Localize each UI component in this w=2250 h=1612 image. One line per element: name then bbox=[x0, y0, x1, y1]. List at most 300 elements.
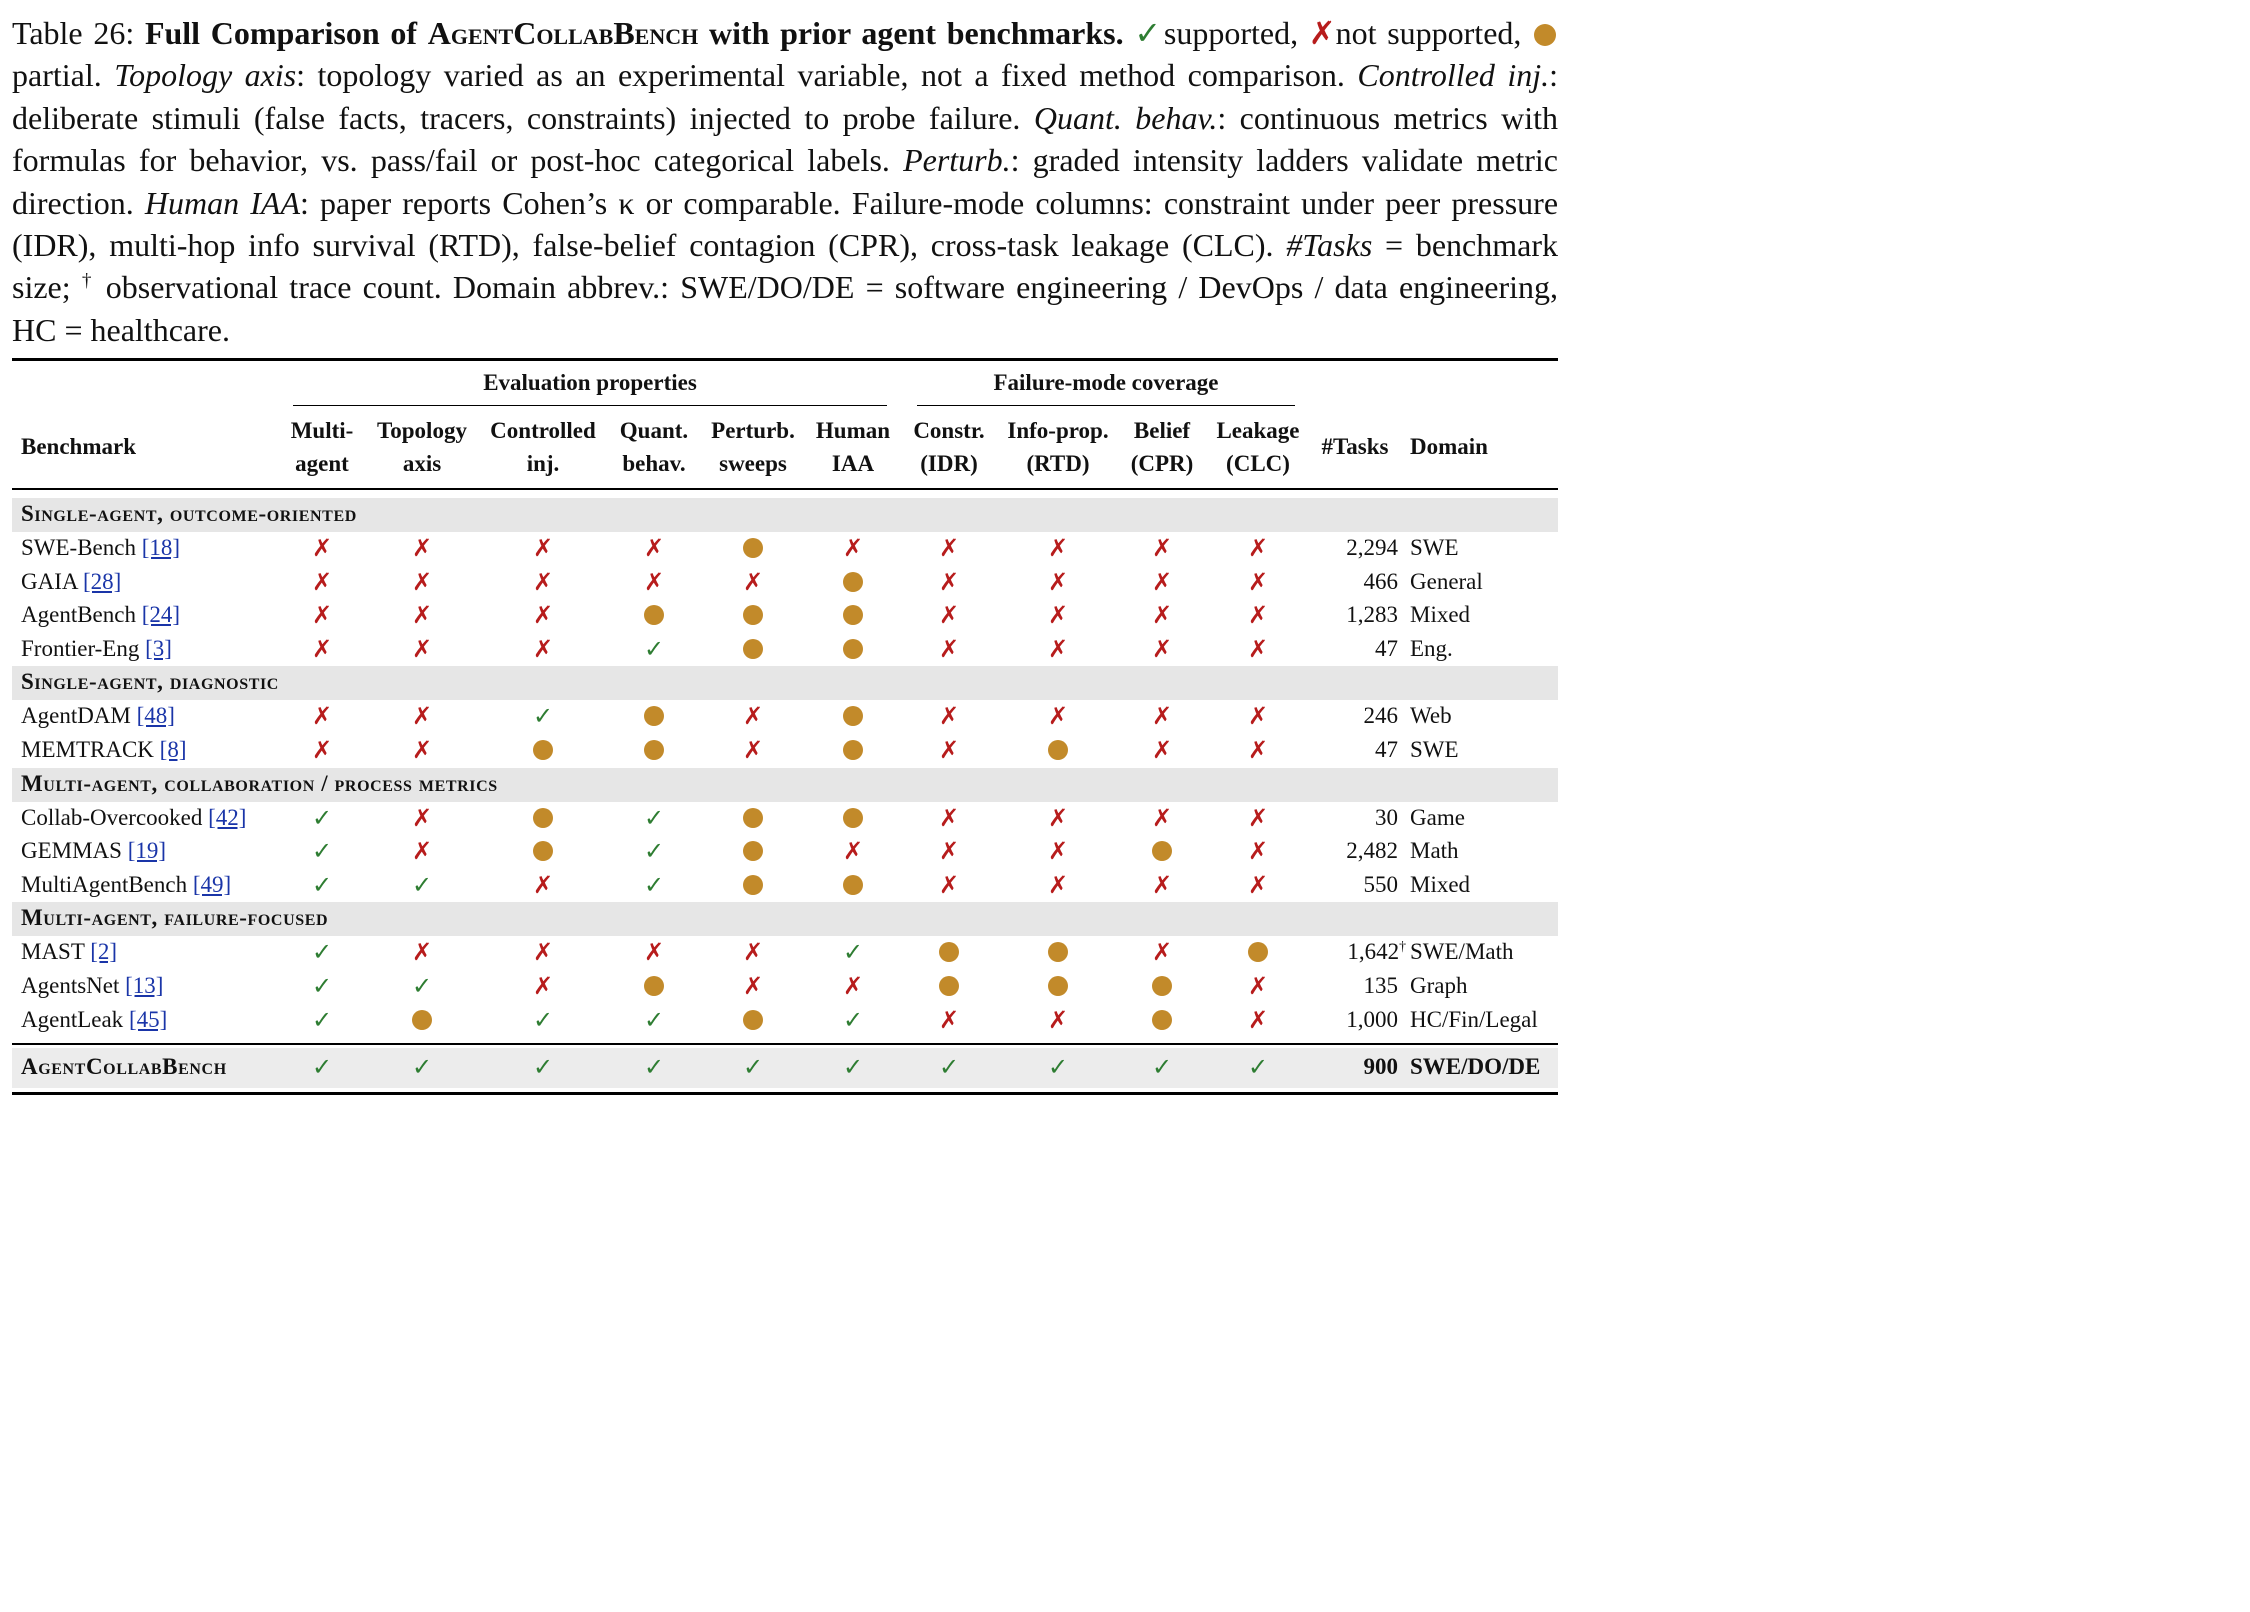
perturb-def: : graded intensity ladders validate metric direction. bbox=[12, 142, 1558, 221]
partial-mark bbox=[1038, 736, 1078, 767]
domain-def: Domain abbrev.: SWE/DO/DE = software engineering / DevOps / data engineering, HC = healthcare. bbox=[12, 269, 1559, 348]
row-domain: SWE bbox=[1410, 737, 1459, 762]
citation-link[interactable]: [3] bbox=[145, 635, 172, 661]
partial-dot-icon bbox=[1048, 740, 1068, 760]
cross-icon: ✗ bbox=[311, 536, 333, 562]
check-icon: ✓ bbox=[311, 940, 333, 967]
check-icon: ✓ bbox=[1151, 1055, 1173, 1082]
cross-icon: ✗ bbox=[1151, 940, 1173, 967]
topology-def: : topology varied as an experimental variable, not a fixed method comparison. bbox=[296, 57, 1345, 94]
tasks-value: 30 bbox=[1375, 804, 1398, 830]
cross-icon: ✗ bbox=[1308, 15, 1336, 51]
partial-mark bbox=[833, 804, 873, 835]
tasks-value: 2,482 bbox=[1346, 838, 1398, 864]
tasks-value: 466 bbox=[1363, 568, 1398, 594]
header-col-4-line-0: Perturb. bbox=[711, 418, 795, 443]
header-tasks: #Tasks bbox=[1321, 434, 1389, 459]
partial-mark bbox=[1142, 1006, 1182, 1037]
row-benchmark-name bbox=[21, 569, 121, 595]
cross-icon: ✗ bbox=[938, 738, 960, 764]
header-col-7 bbox=[992, 414, 1124, 480]
partial-dot-icon bbox=[843, 706, 863, 726]
check-icon: ✓ bbox=[1134, 15, 1164, 51]
cross-icon: ✗ bbox=[938, 1007, 960, 1034]
partial-dot-icon bbox=[939, 976, 959, 996]
partial-mark bbox=[833, 736, 873, 767]
check-icon: ✓ bbox=[938, 1055, 960, 1082]
cross-icon: ✗ bbox=[1151, 569, 1173, 596]
check-icon: ✓ bbox=[643, 1055, 665, 1082]
cross-icon: ✗ bbox=[1047, 569, 1069, 596]
iaa-def: : paper reports Cohen’s κ or comparable. bbox=[300, 184, 841, 221]
partial-mark bbox=[833, 601, 873, 632]
header-col-5-line-1: IAA bbox=[831, 451, 875, 476]
ours-benchmark-name: AgentCollabBench bbox=[21, 1054, 227, 1080]
header-bottom-rule bbox=[12, 488, 1558, 490]
partial-mark bbox=[1038, 938, 1078, 969]
row-benchmark-name bbox=[21, 535, 180, 561]
iaa-term: Human IAA bbox=[144, 184, 301, 221]
partial-dot-icon bbox=[644, 706, 664, 726]
check-icon: ✓ bbox=[311, 1055, 333, 1082]
partial-mark bbox=[1038, 972, 1078, 1003]
cross-icon: ✗ bbox=[1247, 974, 1269, 1000]
benchmark-name: SWE-Bench bbox=[21, 535, 142, 560]
ours-tasks: 900 bbox=[1363, 1054, 1398, 1080]
cross-icon: ✗ bbox=[532, 872, 554, 899]
row-domain: Mixed bbox=[1410, 871, 1471, 897]
check-icon: ✓ bbox=[643, 636, 665, 663]
partial-mark bbox=[833, 635, 873, 666]
partial-dot-icon bbox=[412, 1010, 432, 1030]
header-col-5-line-0: Human bbox=[815, 418, 891, 443]
cross-icon: ✗ bbox=[1151, 738, 1173, 764]
row-benchmark-name bbox=[21, 939, 117, 965]
row-domain: SWE/Math bbox=[1410, 939, 1514, 965]
row-tasks bbox=[1326, 939, 1406, 965]
partial-mark bbox=[1238, 938, 1278, 969]
partial-dot-icon bbox=[1152, 976, 1172, 996]
partial-dot-icon bbox=[843, 808, 863, 828]
partial-dot-icon bbox=[843, 572, 863, 592]
benchmark-name: GAIA bbox=[21, 568, 83, 594]
cross-icon: ✗ bbox=[411, 603, 433, 630]
cross-icon: ✗ bbox=[742, 704, 764, 731]
cross-icon: ✗ bbox=[643, 569, 665, 596]
row-domain: Eng. bbox=[1410, 635, 1453, 661]
header-col-3-line-1: behav. bbox=[622, 451, 686, 476]
header-col-4-line-1: sweeps bbox=[719, 451, 787, 476]
partial-mark bbox=[833, 702, 873, 733]
tasks-term: #Tasks bbox=[1286, 227, 1373, 264]
section-header bbox=[12, 666, 1558, 700]
row-tasks bbox=[1318, 602, 1398, 628]
citation-link[interactable]: [8] bbox=[159, 737, 187, 762]
section-title: Single-agent, diagnostic bbox=[21, 669, 279, 695]
row-tasks bbox=[1318, 703, 1398, 729]
check-icon: ✓ bbox=[842, 1055, 864, 1082]
cross-icon: ✗ bbox=[1247, 805, 1269, 832]
caption-title: Full Comparison of AgentCollabBench with prior agent benchmarks. bbox=[144, 15, 1124, 51]
cross-icon: ✗ bbox=[311, 603, 333, 630]
cross-icon: ✗ bbox=[1047, 636, 1069, 663]
row-benchmark-name bbox=[21, 973, 163, 999]
header-col-1 bbox=[364, 414, 480, 480]
tasks-value: 47 bbox=[1375, 737, 1398, 762]
group-eval-properties: Evaluation properties bbox=[483, 370, 697, 395]
controlled-def: : deliberate stimuli (false facts, tracers, constraints) injected to probe failure. bbox=[12, 57, 1559, 136]
cross-icon: ✗ bbox=[1247, 636, 1269, 663]
row-benchmark-name bbox=[21, 872, 231, 898]
cross-icon: ✗ bbox=[1247, 872, 1269, 899]
dagger-def: observational trace count. bbox=[105, 269, 442, 306]
section-title: Multi-agent, collaboration / process metrics bbox=[21, 770, 498, 796]
partial-dot-icon bbox=[1048, 976, 1068, 996]
partial-mark bbox=[634, 702, 674, 733]
partial-mark bbox=[634, 736, 674, 767]
cross-icon: ✗ bbox=[938, 839, 960, 866]
partial-mark bbox=[733, 1006, 773, 1037]
check-icon: ✓ bbox=[842, 940, 864, 967]
partial-dot-icon bbox=[644, 605, 664, 625]
controlled-term: Controlled inj. bbox=[1357, 57, 1550, 94]
partial-dot-icon bbox=[1048, 942, 1068, 962]
header-col-6-line-0: Constr. bbox=[913, 418, 985, 443]
section-title: Single-agent, outcome-oriented bbox=[21, 501, 357, 526]
partial-mark bbox=[402, 1006, 442, 1037]
header-col-2-line-0: Controlled bbox=[490, 418, 596, 443]
cross-icon: ✗ bbox=[311, 636, 333, 663]
cross-icon: ✗ bbox=[938, 603, 960, 630]
partial-mark bbox=[634, 972, 674, 1003]
tasks-def: = benchmark size; bbox=[12, 227, 1559, 306]
cross-icon: ✗ bbox=[742, 569, 764, 596]
partial-dot-icon bbox=[743, 605, 763, 625]
cross-icon: ✗ bbox=[1047, 872, 1069, 899]
partial-mark bbox=[733, 804, 773, 835]
cross-icon: ✗ bbox=[532, 974, 554, 1000]
row-tasks bbox=[1318, 973, 1398, 999]
section-title: Multi-agent, failure-focused bbox=[21, 905, 329, 931]
tasks-value: 1,000 bbox=[1346, 1006, 1398, 1032]
row-tasks bbox=[1318, 872, 1398, 898]
partial-mark bbox=[1142, 837, 1182, 868]
citation-link[interactable]: [24] bbox=[141, 602, 181, 628]
row-tasks bbox=[1318, 805, 1398, 831]
benchmark-name: AgentBench bbox=[21, 602, 142, 628]
citation-link[interactable]: [48] bbox=[136, 703, 175, 729]
check-icon: ✓ bbox=[532, 1007, 554, 1034]
row-benchmark-name bbox=[21, 602, 180, 628]
cross-icon: ✗ bbox=[411, 536, 433, 562]
cross-icon: ✗ bbox=[532, 636, 554, 663]
row-domain: Game bbox=[1410, 804, 1465, 830]
header-col-7-line-1: (RTD) bbox=[1026, 451, 1090, 476]
cross-icon: ✗ bbox=[411, 569, 433, 596]
cross-icon: ✗ bbox=[411, 738, 433, 764]
benchmark-name: MultiAgentBench bbox=[21, 871, 193, 897]
partial-mark bbox=[733, 635, 773, 666]
cross-icon: ✗ bbox=[1047, 1007, 1069, 1034]
cross-icon: ✗ bbox=[532, 536, 554, 562]
header-col-2-line-1: inj. bbox=[526, 451, 560, 476]
partial-dot-icon bbox=[939, 942, 959, 962]
cross-icon: ✗ bbox=[842, 839, 864, 866]
legend-partial: partial. bbox=[12, 57, 102, 94]
row-tasks bbox=[1318, 838, 1398, 864]
header-col-9-line-1: (CLC) bbox=[1226, 451, 1290, 476]
cross-icon: ✗ bbox=[1047, 603, 1069, 630]
cross-icon: ✗ bbox=[1247, 603, 1269, 630]
cross-icon: ✗ bbox=[1047, 536, 1069, 562]
benchmark-name: MEMTRACK bbox=[21, 737, 160, 762]
row-benchmark-name bbox=[21, 838, 166, 864]
cross-icon: ✗ bbox=[938, 805, 960, 832]
cross-icon: ✗ bbox=[938, 536, 960, 562]
partial-mark bbox=[1142, 972, 1182, 1003]
check-icon: ✓ bbox=[411, 1055, 433, 1082]
cross-icon: ✗ bbox=[311, 738, 333, 764]
partial-dot-icon bbox=[1152, 1010, 1172, 1030]
row-domain: Math bbox=[1410, 838, 1459, 864]
cross-icon: ✗ bbox=[1151, 805, 1173, 832]
check-icon: ✓ bbox=[842, 1007, 864, 1034]
header-col-3 bbox=[602, 414, 706, 480]
cross-icon: ✗ bbox=[1047, 839, 1069, 866]
cross-icon: ✗ bbox=[532, 603, 554, 630]
section-header bbox=[12, 768, 1558, 802]
row-benchmark-name bbox=[21, 737, 186, 763]
header-col-5 bbox=[802, 414, 904, 480]
check-icon: ✓ bbox=[411, 872, 433, 899]
row-tasks bbox=[1318, 535, 1398, 561]
partial-mark bbox=[929, 972, 969, 1003]
citation-link[interactable]: [2] bbox=[90, 939, 118, 965]
partial-mark bbox=[833, 568, 873, 599]
header-col-3-line-0: Quant. bbox=[619, 418, 689, 443]
section-header bbox=[12, 902, 1558, 936]
failure-def: Failure-mode columns: constraint under peer pressure (IDR), multi-hop info survival (RTD), false-belief contagion (CPR), cross-task leakage (CLC). bbox=[12, 184, 1559, 264]
cross-icon: ✗ bbox=[1151, 536, 1173, 562]
partial-dot-icon bbox=[743, 538, 763, 558]
cross-icon: ✗ bbox=[1247, 738, 1269, 764]
partial-dot-icon bbox=[644, 740, 664, 760]
tasks-value: 47 bbox=[1375, 635, 1398, 661]
cross-icon: ✗ bbox=[1047, 704, 1069, 731]
partial-dot-icon bbox=[533, 740, 553, 760]
legend-not: not supported, bbox=[1335, 15, 1522, 51]
check-icon: ✓ bbox=[311, 839, 333, 866]
cross-icon: ✗ bbox=[938, 569, 960, 596]
group-eval-rule bbox=[293, 405, 887, 406]
group-failure-coverage: Failure-mode coverage bbox=[993, 370, 1219, 395]
tasks-value: 550 bbox=[1363, 871, 1398, 897]
header-col-1-line-0: Topology bbox=[377, 418, 467, 443]
ours-domain: SWE/DO/DE bbox=[1410, 1054, 1541, 1080]
header-col-1-line-1: axis bbox=[402, 451, 442, 476]
check-icon: ✓ bbox=[742, 1055, 764, 1082]
header-col-8-line-1: (CPR) bbox=[1130, 451, 1194, 476]
partial-dot-icon bbox=[533, 841, 553, 861]
citation-link[interactable]: [13] bbox=[125, 973, 164, 998]
check-icon: ✓ bbox=[532, 1055, 554, 1082]
cross-icon: ✗ bbox=[742, 974, 764, 1000]
citation-link[interactable]: [19] bbox=[127, 838, 167, 864]
citation-link[interactable]: [18] bbox=[141, 535, 181, 560]
header-col-6 bbox=[897, 414, 1001, 480]
cross-icon: ✗ bbox=[643, 536, 665, 562]
partial-dot-icon bbox=[1248, 942, 1268, 962]
tasks-value: 135 bbox=[1363, 973, 1398, 998]
table-top-rule bbox=[12, 358, 1558, 361]
header-col-8-line-0: Belief bbox=[1133, 418, 1191, 443]
benchmark-name: Frontier-Eng bbox=[21, 635, 146, 661]
partial-mark bbox=[523, 837, 563, 868]
partial-dot-icon bbox=[843, 639, 863, 659]
row-domain: Graph bbox=[1410, 973, 1468, 998]
partial-mark bbox=[929, 938, 969, 969]
cross-icon: ✗ bbox=[411, 704, 433, 731]
caption-label: Table 26: bbox=[12, 15, 135, 51]
cross-icon: ✗ bbox=[411, 839, 433, 866]
header-col-0-line-0: Multi- bbox=[290, 418, 354, 443]
row-tasks bbox=[1318, 569, 1398, 595]
header-col-6-line-1: (IDR) bbox=[920, 451, 978, 476]
partial-mark bbox=[733, 837, 773, 868]
partial-mark bbox=[523, 804, 563, 835]
tasks-value: 1,283 bbox=[1346, 602, 1398, 628]
quant-term: Quant. behav. bbox=[1033, 99, 1218, 136]
row-domain: Mixed bbox=[1410, 602, 1471, 628]
cross-icon: ✗ bbox=[842, 536, 864, 562]
check-icon: ✓ bbox=[643, 1007, 665, 1034]
row-benchmark-name bbox=[21, 1007, 167, 1033]
tasks-value: 1,642 bbox=[1347, 939, 1400, 965]
cross-icon: ✗ bbox=[842, 974, 864, 1000]
benchmark-name: GEMMAS bbox=[21, 838, 128, 864]
row-benchmark-name bbox=[21, 703, 175, 729]
check-icon: ✓ bbox=[532, 704, 554, 731]
citation-link[interactable]: [28] bbox=[82, 568, 122, 594]
cross-icon: ✗ bbox=[742, 738, 764, 764]
cross-icon: ✗ bbox=[311, 704, 333, 731]
row-domain: General bbox=[1410, 568, 1483, 594]
cross-icon: ✗ bbox=[311, 569, 333, 596]
dagger-mark: † bbox=[81, 270, 95, 292]
quant-def: : continuous metrics with formulas for behavior, vs. pass/fail or post-hoc categorical labels. bbox=[12, 99, 1559, 179]
check-icon: ✓ bbox=[643, 872, 665, 899]
cross-icon: ✗ bbox=[1151, 636, 1173, 663]
cross-icon: ✗ bbox=[1247, 839, 1269, 866]
cross-icon: ✗ bbox=[1247, 1007, 1269, 1034]
partial-dot-icon bbox=[743, 808, 763, 828]
partial-mark bbox=[733, 601, 773, 632]
ours-top-rule bbox=[12, 1043, 1558, 1045]
cross-icon: ✗ bbox=[1151, 872, 1173, 899]
check-icon: ✓ bbox=[643, 805, 665, 832]
cross-icon: ✗ bbox=[411, 940, 433, 967]
cross-icon: ✗ bbox=[411, 636, 433, 663]
benchmark-name: AgentsNet bbox=[21, 973, 126, 998]
cross-icon: ✗ bbox=[532, 940, 554, 967]
citation-link[interactable]: [42] bbox=[208, 804, 247, 830]
row-benchmark-name bbox=[21, 805, 246, 831]
benchmark-name: Collab-Overcooked bbox=[21, 804, 209, 830]
partial-dot-icon bbox=[743, 639, 763, 659]
row-tasks bbox=[1318, 737, 1398, 763]
header-col-2 bbox=[475, 414, 611, 480]
row-domain: Web bbox=[1410, 703, 1452, 729]
check-icon: ✓ bbox=[1047, 1055, 1069, 1082]
tasks-value: 246 bbox=[1363, 703, 1398, 729]
cross-icon: ✗ bbox=[643, 940, 665, 967]
check-icon: ✓ bbox=[311, 872, 333, 899]
partial-dot-icon bbox=[843, 875, 863, 895]
cross-icon: ✗ bbox=[411, 805, 433, 832]
partial-mark bbox=[833, 871, 873, 902]
topology-term: Topology axis bbox=[114, 57, 297, 94]
dagger-mark: † bbox=[1399, 938, 1406, 954]
cross-icon: ✗ bbox=[1151, 603, 1173, 630]
header-col-9-line-0: Leakage bbox=[1216, 418, 1300, 443]
group-failure-rule bbox=[917, 405, 1295, 406]
citation-link[interactable]: [49] bbox=[192, 871, 232, 897]
partial-dot-icon bbox=[843, 740, 863, 760]
header-col-0 bbox=[270, 414, 374, 480]
cross-icon: ✗ bbox=[532, 569, 554, 596]
tasks-value: 2,294 bbox=[1346, 535, 1398, 560]
partial-dot-icon bbox=[644, 976, 664, 996]
partial-dot-icon bbox=[1534, 24, 1556, 46]
check-icon: ✓ bbox=[311, 805, 333, 832]
cross-icon: ✗ bbox=[938, 704, 960, 731]
header-benchmark: Benchmark bbox=[21, 434, 136, 459]
partial-dot-icon bbox=[533, 808, 553, 828]
header-col-7-line-0: Info-prop. bbox=[1007, 418, 1109, 443]
partial-mark bbox=[523, 736, 563, 767]
row-benchmark-name bbox=[21, 636, 172, 662]
partial-dot-icon bbox=[743, 841, 763, 861]
partial-dot-icon bbox=[1152, 841, 1172, 861]
legend-supported: supported, bbox=[1163, 15, 1299, 51]
check-icon: ✓ bbox=[1247, 1055, 1269, 1082]
cross-icon: ✗ bbox=[1151, 704, 1173, 731]
header-col-0-line-1: agent bbox=[295, 451, 349, 476]
benchmark-name: MAST bbox=[21, 939, 91, 965]
cross-icon: ✗ bbox=[1047, 805, 1069, 832]
cross-icon: ✗ bbox=[742, 940, 764, 967]
row-tasks bbox=[1318, 1007, 1398, 1033]
partial-mark bbox=[733, 871, 773, 902]
row-domain: SWE bbox=[1410, 535, 1459, 560]
row-tasks bbox=[1318, 636, 1398, 662]
section-header bbox=[12, 498, 1558, 532]
check-icon: ✓ bbox=[411, 974, 433, 1000]
cross-icon: ✗ bbox=[1247, 536, 1269, 562]
cross-icon: ✗ bbox=[938, 872, 960, 899]
header-domain: Domain bbox=[1410, 434, 1488, 459]
partial-dot-icon bbox=[743, 875, 763, 895]
row-domain: HC/Fin/Legal bbox=[1410, 1006, 1538, 1032]
header-col-4 bbox=[694, 414, 812, 480]
partial-dot-icon bbox=[743, 1010, 763, 1030]
cross-icon: ✗ bbox=[1247, 569, 1269, 596]
citation-link[interactable]: [45] bbox=[128, 1006, 168, 1032]
table-bottom-rule bbox=[12, 1092, 1558, 1095]
partial-mark bbox=[733, 534, 773, 565]
partial-dot-icon bbox=[843, 605, 863, 625]
cross-icon: ✗ bbox=[1247, 704, 1269, 731]
